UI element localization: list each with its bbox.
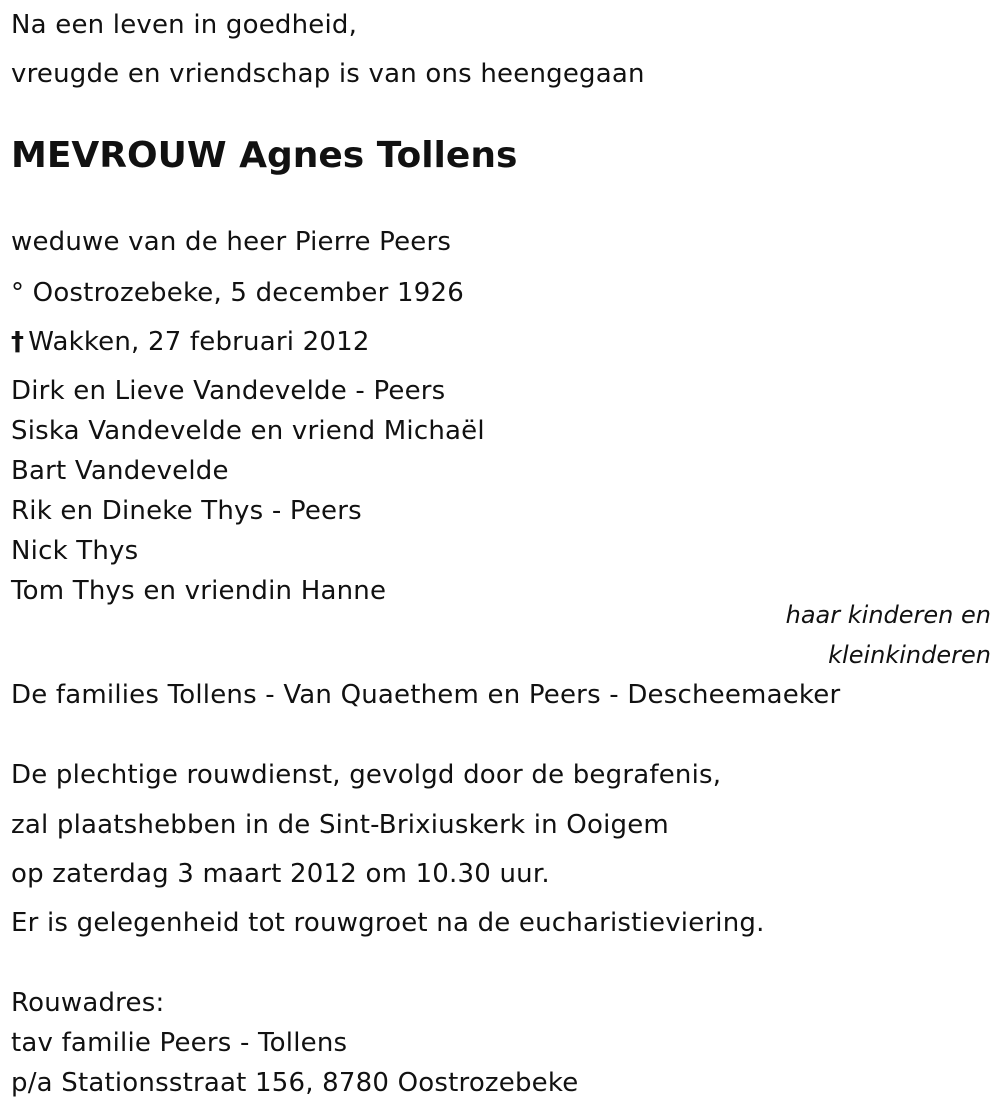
family-member: Bart Vandevelde [11, 456, 229, 486]
relation-line-1: haar kinderen en [785, 601, 991, 629]
service-line-3: op zaterdag 3 maart 2012 om 10.30 uur. [11, 859, 550, 889]
family-member: Rik en Dineke Thys - Peers [11, 496, 362, 526]
service-line-2: zal plaatshebben in de Sint-Brixiuskerk in Ooigem [11, 810, 669, 840]
address-line-2: p/a Stationsstraat 156, 8780 Oostrozebeke [11, 1068, 579, 1098]
family-member: Siska Vandevelde en vriend Michaël [11, 416, 485, 446]
address-line-1: tav familie Peers - Tollens [11, 1028, 348, 1058]
deceased-name: MEVROUW Agnes Tollens [11, 135, 518, 176]
families-line: De families Tollens - Van Quaethem en Peers - Descheemaeker [11, 680, 841, 710]
service-line-1: De plechtige rouwdienst, gevolgd door de begrafenis, [11, 760, 722, 790]
relation-line-2: kleinkinderen [828, 641, 991, 669]
birth-line: ° Oostrozebeke, 5 december 1926 [11, 278, 464, 308]
cross-icon: † [11, 327, 25, 357]
family-member: Dirk en Lieve Vandevelde - Peers [11, 376, 446, 406]
intro-line-2: vreugde en vriendschap is van ons heengegaan [11, 59, 645, 89]
address-label: Rouwadres: [11, 988, 165, 1018]
family-member: Tom Thys en vriendin Hanne [11, 576, 387, 606]
death-text: Wakken, 27 februari 2012 [28, 327, 370, 357]
service-line-4: Er is gelegenheid tot rouwgroet na de eucharistieviering. [11, 908, 765, 938]
family-member: Nick Thys [11, 536, 139, 566]
intro-line-1: Na een leven in goedheid, [11, 10, 358, 40]
spouse-line: weduwe van de heer Pierre Peers [11, 227, 452, 257]
death-line [11, 326, 370, 358]
